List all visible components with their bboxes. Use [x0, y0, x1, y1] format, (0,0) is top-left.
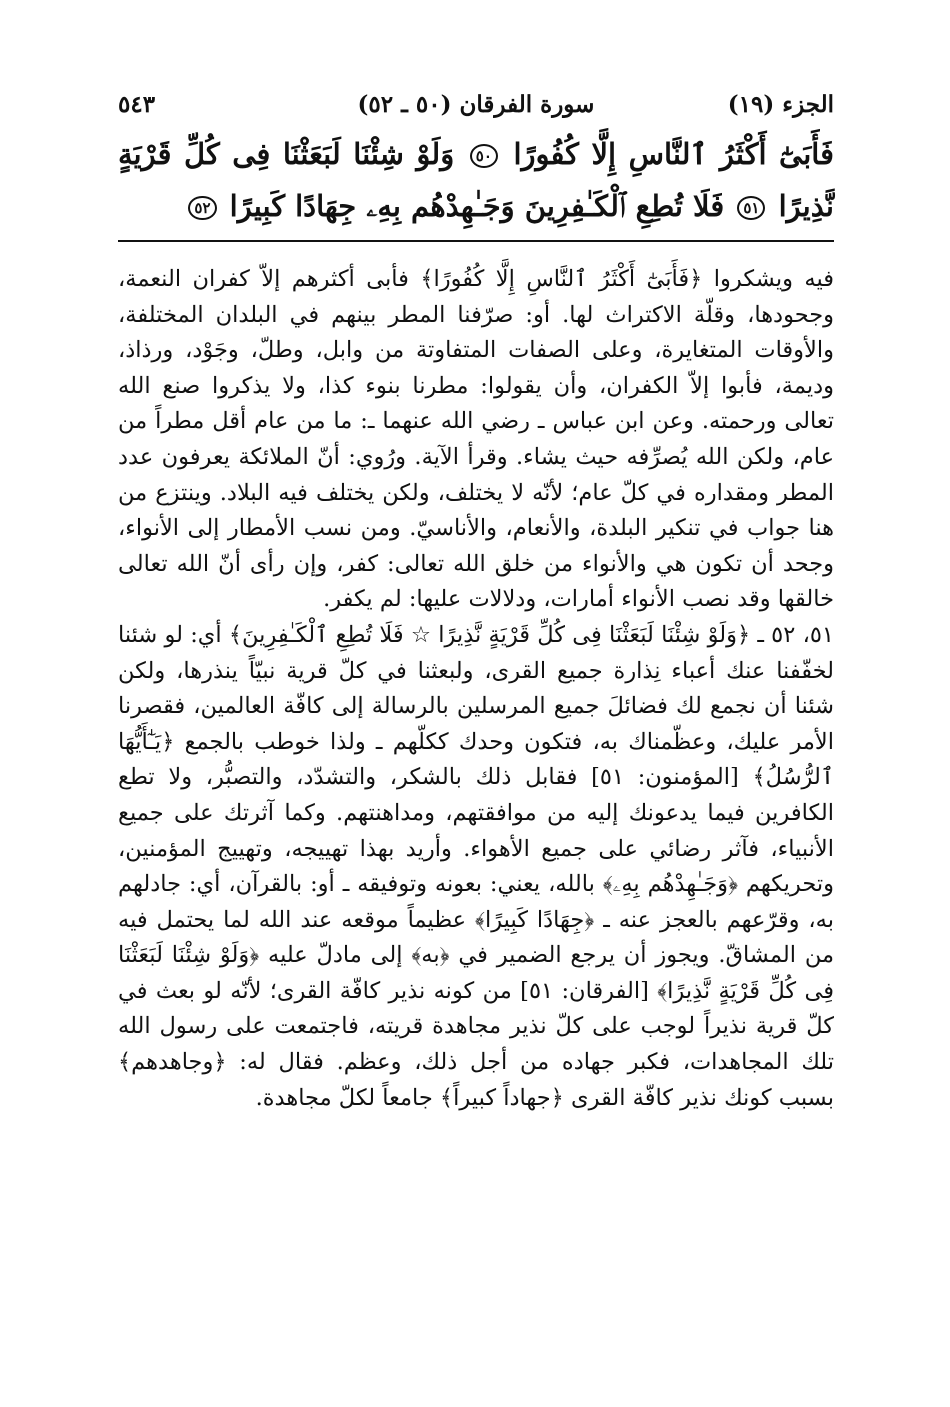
juz-label: الجزء (١٩)	[727, 90, 834, 118]
commentary-paragraph-2: ٥١، ٥٢ ـ ﴿وَلَوْ شِئْنَا لَبَعَثْنَا فِى كُلِّ قَرْيَةٍ نَّذِيرًا ☆ فَلَا تُطِعِ ٱلْكَـٰفِرِينَ﴾ أي: لو شئنا لخفّفنا عنك أعباء نِذارة جميع القرى، ولبعثنا في كلّ قرية نبيّاً ينذرها، ولكن شئنا أن نجمع لك فضائلَ جميع المرسلين بالرسالة إلى كافّة العالمين، فقصرنا الأمر عليك، وعظّمناك به، فتكون وحدك ككلّهم ـ ولذا خوطب بالجمع ﴿يَـٰٓأَيُّهَا ٱلرُّسُلُ﴾ [المؤمنون: ٥١] فقابل ذلك بالشكر، والتشدّد، والتصبُّر، ولا تطع الكافرين فيما يدعونك إليه من موافقتهم، ومداهنتهم. وكما آثرتك على جميع الأنبياء، فآثر رضائي على جميع الأهواء. وأريد بهذا تهييجه، وتهييج المؤمنين، وتحريكهم ﴿وَجَـٰهِدْهُم بِهِۦ﴾ بالله، يعني: بعونه وتوفيقه ـ أو: بالقرآن، أي: جادلهم به، وقرّعهم بالعجز عنه ـ ﴿جِهَادًا كَبِيرًا﴾ عظيماً موقعه عند الله لما يحتمل فيه من المشاقّ. ويجوز أن يرجع الضمير في ﴿به﴾ إلى مادلّ عليه ﴿وَلَوْ شِئْنَا لَبَعَثْنَا فِى كُلِّ قَرْيَةٍ نَّذِيرًا﴾ [الفرقان: ٥١] من كونه نذير كافّة القرى؛ لأنّه لو بعث في كلّ قرية نذيراً لوجب على كلّ نذير مجاهدة قريته، فاجتمعت على رسول الله تلك المجاهدات، فكبر جهاده من أجل ذلك، وعظم. فقال له: ﴿وجاهدهم﴾ بسبب كونك نذير كافّة القرى ﴿جهاداً كبيراً﴾ جامعاً لكلّ مجاهدة.	[118, 621, 834, 1111]
surah-title: سورة الفرقان (٥٠ ـ ٥٢)	[357, 90, 595, 118]
verse-52-marker: ٥٢	[188, 196, 216, 220]
verse-50-marker: ٥٠	[470, 144, 498, 168]
verse-52-text: فَلَا تُطِعِ ٱلْكَـٰفِرِينَ وَجَـٰهِدْهُم بِهِۦ جِهَادًا كَبِيرًا	[229, 189, 725, 223]
verse-51-marker: ٥١	[737, 196, 765, 220]
quran-verses	[118, 128, 834, 232]
page-number: ٥٤٣	[118, 90, 156, 118]
verse-50-text: فَأَبَىٰٓ أَكْثَرُ ٱلنَّاسِ إِلَّا كُفُورًا	[513, 137, 834, 171]
commentary-paragraph-1: فيه ويشكروا ﴿فَأَبَىٰٓ أَكْثَرُ ٱلنَّاسِ إِلَّا كُفُورًا﴾ فأبى أكثرهم إلاّ كفران النعمة، وجحودها، وقلّة الاكتراث لها. أو: صرّفنا المطر بينهم في البلدان المختلفة، والأوقات المتغايرة، وعلى الصفات المتفاوتة من وابل، وطلّ، وجَوْد، ورذاذ، وديمة، فأبوا إلاّ الكفران، وأن يقولوا: مطرنا بنوء كذا، ولا يذكروا صنع الله تعالى ورحمته. وعن ابن عباس ـ رضي الله عنهما ـ: ما من عام أقل مطراً من عام، ولكن الله يُصرِّفه حيث يشاء. وقرأ الآية. ورُوي: أنّ الملائكة يعرفون عدد المطر ومقداره في كلّ عام؛ لأنّه لا يختلف، ولكن يختلف فيه البلاد. وينتزع من هنا جواب في تنكير البلدة، والأنعام، والأناسيّ. ومن نسب الأمطار إلى الأنواء، وجحد أن تكون هي والأنواء من خلق الله تعالى: كفر، وإن رأى أنّ الله تعالى خالقها وقد نصب الأنواء أمارات، ودلالات عليها: لم يكفر.	[118, 266, 834, 613]
verse-51-text: وَلَوْ شِئْنَا لَبَعَثْنَا فِى كُلِّ قَرْيَةٍ نَّذِيرًا	[118, 137, 834, 223]
separator-rule	[118, 240, 834, 242]
commentary-body	[118, 262, 834, 1116]
page-header	[118, 86, 834, 122]
